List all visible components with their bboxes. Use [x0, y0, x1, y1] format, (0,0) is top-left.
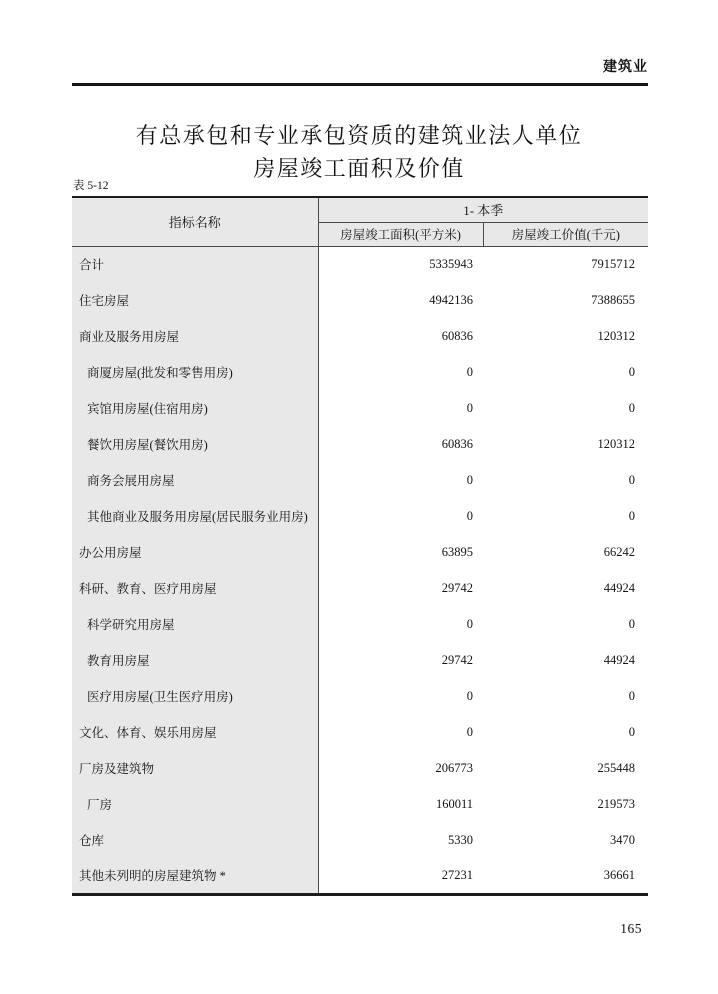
row-value-value: 0: [628, 724, 635, 739]
column-header-period: 1- 本季: [318, 197, 648, 222]
row-label: 合计: [72, 246, 318, 282]
row-value-value: 36661: [603, 867, 635, 882]
row-label: 商厦房屋(批发和零售用房): [72, 354, 318, 390]
row-value-value: 0: [628, 472, 635, 487]
row-area-value: 0: [466, 364, 473, 379]
row-area-value: 60836: [441, 328, 473, 343]
table-row: [72, 390, 648, 426]
table-row: [72, 678, 648, 714]
row-area-value: 60836: [441, 436, 473, 451]
row-area-value: 29742: [441, 652, 473, 667]
table-row: [72, 282, 648, 318]
row-value-value: 120312: [597, 328, 635, 343]
row-value-value: 0: [628, 400, 635, 415]
table-row: [72, 462, 648, 498]
table-row: [72, 498, 648, 534]
row-area-value: 29742: [441, 580, 473, 595]
table-row: [72, 714, 648, 750]
row-label: 厂房: [72, 786, 318, 822]
page-title-line2: 房屋竣工面积及价值: [253, 156, 465, 181]
row-area-value: 63895: [441, 544, 473, 559]
table-row: [72, 534, 648, 570]
column-header-indicator: 指标名称: [72, 197, 318, 246]
table-row: [72, 786, 648, 822]
row-area-value: 5335943: [429, 256, 473, 271]
page-title-line1: 有总承包和专业承包资质的建筑业法人单位: [135, 123, 583, 148]
row-label: 教育用房屋: [72, 642, 318, 678]
row-area-value: 27231: [441, 867, 473, 882]
row-label: 科研、教育、医疗用房屋: [72, 570, 318, 606]
row-area-value: 0: [466, 508, 473, 523]
row-value-value: 255448: [597, 760, 635, 775]
row-area-value: 0: [466, 400, 473, 415]
table-row: [72, 426, 648, 462]
running-head-section-title: 建筑业: [603, 60, 648, 75]
row-area-value: 0: [466, 724, 473, 739]
row-label: 其他未列明的房屋建筑物 *: [72, 858, 318, 894]
row-label: 文化、体育、娱乐用房屋: [72, 714, 318, 750]
row-label: 其他商业及服务用房屋(居民服务业用房): [72, 498, 318, 534]
table-row: [72, 318, 648, 354]
row-label: 餐饮用房屋(餐饮用房): [72, 426, 318, 462]
table-row: [72, 858, 648, 894]
row-label: 仓库: [72, 822, 318, 858]
table-header: [72, 197, 648, 246]
statistics-table: [72, 196, 648, 896]
row-value-value: 3470: [610, 832, 635, 847]
table-row: [72, 750, 648, 786]
row-area-value: 0: [466, 616, 473, 631]
row-label: 住宅房屋: [72, 282, 318, 318]
row-area-value: 160011: [435, 796, 473, 811]
row-value-value: 66242: [603, 544, 635, 559]
row-value-value: 0: [628, 508, 635, 523]
row-value-value: 0: [628, 616, 635, 631]
table-row: [72, 642, 648, 678]
row-value-value: 219573: [597, 796, 635, 811]
row-value-value: 0: [628, 364, 635, 379]
row-area-value: 4942136: [429, 292, 473, 307]
row-value-value: 7915712: [591, 256, 635, 271]
table-row: [72, 570, 648, 606]
row-label: 商务会展用房屋: [72, 462, 318, 498]
row-label: 厂房及建筑物: [72, 750, 318, 786]
row-label: 科学研究用房屋: [72, 606, 318, 642]
row-area-value: 0: [466, 688, 473, 703]
page-title: [0, 119, 718, 185]
column-header-value: 房屋竣工价值(千元): [483, 222, 648, 246]
row-value-value: 44924: [603, 580, 635, 595]
row-label: 宾馆用房屋(住宿用房): [72, 390, 318, 426]
row-label: 商业及服务用房屋: [72, 318, 318, 354]
table-row: [72, 246, 648, 282]
row-value-value: 120312: [597, 436, 635, 451]
table-row: [72, 606, 648, 642]
table-body: [72, 246, 648, 894]
row-area-value: 5330: [448, 832, 473, 847]
row-area-value: 206773: [435, 760, 473, 775]
row-area-value: 0: [466, 472, 473, 487]
table-row: [72, 822, 648, 858]
column-header-area: 房屋竣工面积(平方米): [318, 222, 483, 246]
row-value-value: 0: [628, 688, 635, 703]
table-row: [72, 354, 648, 390]
table-number-label: 表 5-12: [73, 180, 109, 192]
header-rule: [72, 83, 648, 86]
row-value-value: 44924: [603, 652, 635, 667]
row-value-value: 7388655: [591, 292, 635, 307]
page-number: 165: [620, 921, 642, 936]
row-label: 医疗用房屋(卫生医疗用房): [72, 678, 318, 714]
row-label: 办公用房屋: [72, 534, 318, 570]
